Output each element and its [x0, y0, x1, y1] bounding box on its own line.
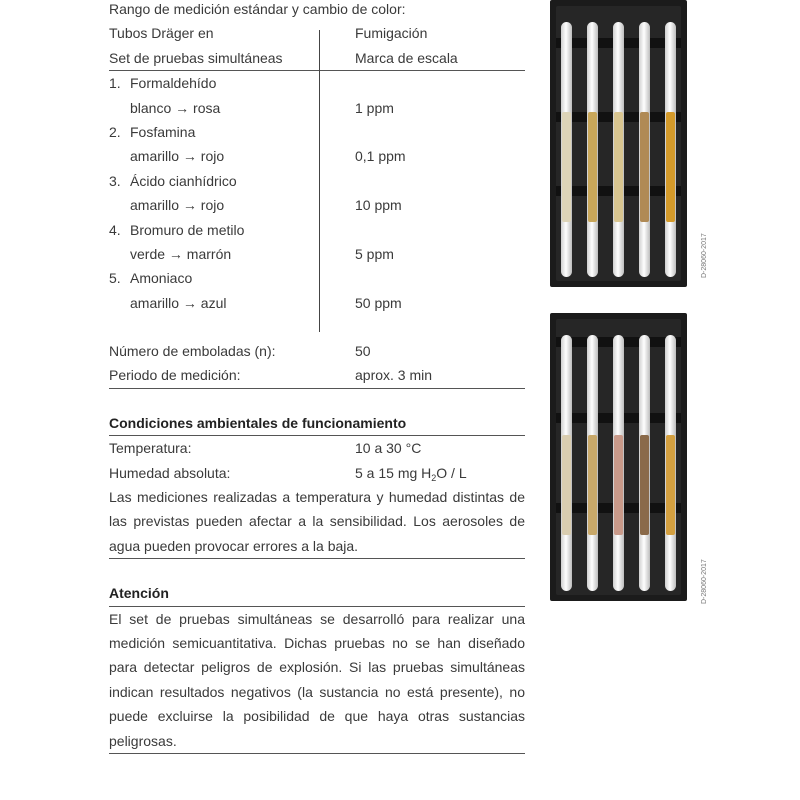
- strokes-label: Número de emboladas (n):: [109, 343, 276, 360]
- item-color-change: verde → marrón: [130, 245, 232, 262]
- item-name: Bromuro de metilo: [130, 221, 245, 238]
- period-label: Periodo de medición:: [109, 367, 241, 384]
- item-color-row: [109, 193, 525, 217]
- spacer: [109, 559, 525, 581]
- temperature-value: 10 a 30 °C: [355, 440, 422, 457]
- tube-reagent: [562, 112, 571, 222]
- item-color-row: [109, 144, 525, 168]
- spec-column: [109, 0, 525, 754]
- test-tube: [613, 22, 624, 277]
- item-name: Fosfamina: [130, 123, 196, 140]
- item-scale-value: 0,1 ppm: [355, 148, 406, 165]
- humidity-label: Humedad absoluta:: [109, 464, 231, 481]
- photo-caption-top: D-28060-2017: [701, 233, 708, 278]
- tube-reagent: [666, 112, 675, 222]
- header-right-2: Marca de escala: [355, 49, 458, 66]
- column-divider: [319, 30, 320, 332]
- tube-reagent: [666, 435, 675, 535]
- item-color-row: [109, 96, 525, 120]
- item-name-row: [109, 169, 525, 193]
- test-tube: [587, 22, 598, 277]
- item-scale-value: 5 ppm: [355, 245, 394, 262]
- item-number: 3.: [109, 172, 121, 189]
- test-tube: [587, 335, 598, 591]
- period-row: [109, 363, 525, 387]
- tube-reagent: [562, 435, 571, 535]
- attention-text: El set de pruebas simultáneas se desarrolló para realizar una medición semicuantitativa. Dichas pruebas no se han diseñado para detectar peligros de explosión. Si las pruebas simultáneas indican resultados negativos (la sustancia no está presente), no puede excluirse la posibilidad de que haya otras sustancias peligrosas.: [109, 610, 525, 749]
- item-number: 2.: [109, 123, 121, 140]
- period-value: aprox. 3 min: [355, 367, 433, 384]
- spacer: [109, 389, 525, 411]
- item-name: Formaldehído: [130, 75, 217, 92]
- item-scale-value: 1 ppm: [355, 99, 394, 116]
- item-color-change: amarillo → azul: [130, 294, 227, 311]
- temperature-row: [109, 436, 525, 460]
- header-right-1: Fumigación: [355, 25, 428, 42]
- item-number: 1.: [109, 75, 121, 92]
- attention-bottom-rule: [109, 753, 525, 754]
- strokes-value: 50: [355, 343, 371, 360]
- item-color-row: [109, 291, 525, 315]
- spec-title: Rango de medición estándar y cambio de color:: [109, 1, 406, 17]
- test-tube: [561, 22, 572, 277]
- humidity-value-main: 5 a 15 mg H: [355, 464, 432, 481]
- test-tube: [665, 335, 676, 591]
- header-left-1: Tubos Dräger en: [109, 25, 214, 42]
- item-name-row: [109, 266, 525, 290]
- item-number: 5.: [109, 270, 121, 287]
- humidity-value-unit: O / L: [436, 464, 467, 481]
- test-tube: [561, 335, 572, 591]
- item-name: Ácido cianhídrico: [130, 172, 237, 189]
- humidity-row: [109, 461, 525, 485]
- item-number: 4.: [109, 221, 121, 238]
- item-color-row: [109, 242, 525, 266]
- test-tube: [665, 22, 676, 277]
- conditions-title: [109, 411, 525, 435]
- item-name-row: [109, 71, 525, 95]
- strokes-row: [109, 339, 525, 363]
- attention-title-text: Atención: [109, 585, 169, 602]
- spec-title-row: [109, 0, 525, 21]
- tube-reagent: [640, 112, 649, 222]
- temperature-label: Temperatura:: [109, 440, 192, 457]
- header-left-2: Set de pruebas simultáneas: [109, 49, 283, 66]
- spec-header-row-1: [109, 21, 525, 45]
- attention-title: [109, 581, 525, 605]
- photo-caption-bottom: D-28060-2017: [701, 559, 708, 604]
- item-name-row: [109, 218, 525, 242]
- item-name: Amoniaco: [130, 270, 193, 287]
- tube-reagent: [588, 112, 597, 222]
- test-tube: [639, 335, 650, 591]
- spec-header-row-2: [109, 46, 525, 70]
- item-scale-value: 50 ppm: [355, 294, 402, 311]
- item-name-row: [109, 120, 525, 144]
- humidity-value-subscript: 2: [431, 472, 437, 483]
- tube-reagent: [614, 112, 623, 222]
- humidity-value: [355, 461, 467, 487]
- tube-reagent: [614, 435, 623, 535]
- conditions-note: Las mediciones realizadas a temperatura y humedad distintas de las previstas pueden afectar a la sensibilidad. Los aerosoles de agua pueden provocar errores a la baja.: [109, 489, 525, 554]
- item-color-change: amarillo → rojo: [130, 148, 225, 165]
- test-tube: [613, 335, 624, 591]
- conditions-title-text: Condiciones ambientales de funcionamiento: [109, 414, 407, 431]
- item-color-change: amarillo → rojo: [130, 197, 225, 214]
- spacer: [109, 315, 525, 339]
- item-color-change: blanco → rosa: [130, 99, 221, 116]
- tube-reagent: [588, 435, 597, 535]
- test-tube: [639, 22, 650, 277]
- item-scale-value: 10 ppm: [355, 197, 402, 214]
- tube-reagent: [640, 435, 649, 535]
